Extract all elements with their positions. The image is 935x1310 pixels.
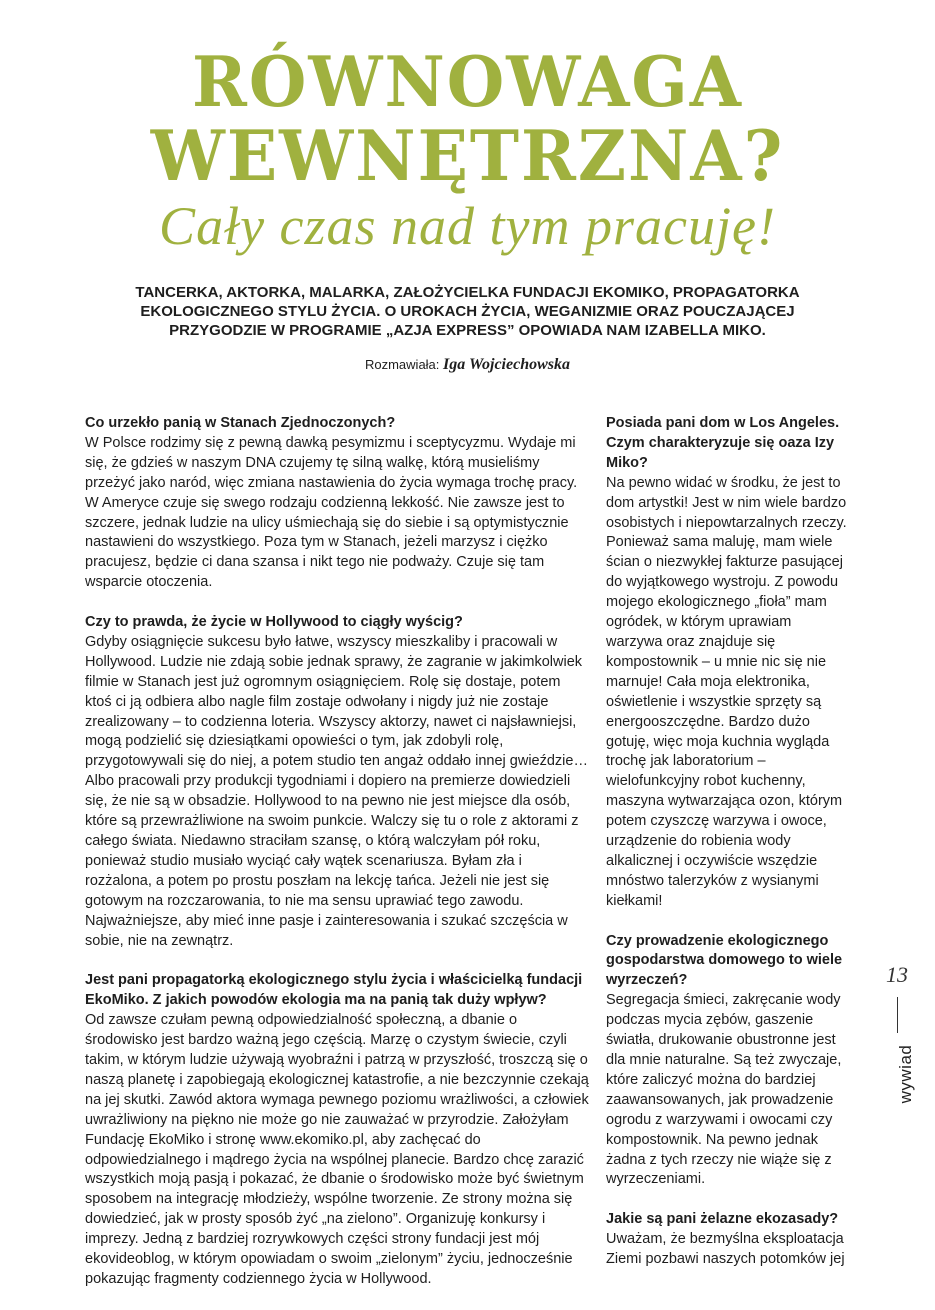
question: Jest pani propagatorką ekologicznego stylu życia i właścicielką fundacji EkoMiko. Z jakich powodów ekologia ma na panią tak duży wpływ? <box>85 972 583 1009</box>
answer: Na pewno widać w środku, że jest to dom artystki! Jest w nim wiele bardzo osobistych i niepowtarzalnych rzeczy. Ponieważ sama maluję, mam wiele ścian o niezwykłej fakturze pasującej do wyjątkowego wystroju. Z powodu mojego ekologicznego „fioła” mam ogródek, w którym uprawiam warzywa oraz znajduje się kompostownik – u mnie nic się nie marnuje! Cała moja elektronika, oświetlenie i wszystkie sprzęty są energooszczędne. Bardzo dużo gotuję, więc moja kuchnia wygląda trochę jak laboratorium – wielofunkcyjny robot kuchenny, maszyna wytwarzająca ozon, którym potem czyszczę warzywa i owoce, urządzenie do robienia wody alkalicznej i oczywiście wszędzie mnóstwo talerzyków z wysianymi kiełkami! <box>606 474 847 909</box>
answer: Uważam, że bezmyślna eksploatacja Ziemi pozbawi naszych potomków jej <box>606 1231 845 1268</box>
section-label <box>894 1044 918 1104</box>
answer: Segregacja śmieci, zakręcanie wody podczas mycia zębów, gaszenie światła, drukowanie obustronne jest dla mnie naturalne. Są też zwyczaje, które zaliczyć można do bardziej zaawansowanych, jak prowadzenie ogrodu z warzywami i owocami czy kompostownik. Na pewno jednak żadna z tych rzeczy nie wiąże się z wyrzeczeniami. <box>606 992 842 1188</box>
answer: Gdyby osiągnięcie sukcesu było łatwe, wszyscy mieszkaliby i pracowali w Hollywood. Ludzie nie zdają sobie jednak sprawy, że zagranie w jakimkolwiek filmie w Stanach jest już ogromnym osiągnięciem. Rolę się dostaje, potem ktoś ci ją odbiera albo nagle film zostaje odwołany i nigdy już nie zostaje zrealizowany – to codzienna loteria. Wszyscy aktorzy, nawet ci najsławniejsi, mogą podzielić się dziesiątkami opowieści o tym, jak zdobyli rolę, przygotowywali się do niej, a potem studio ten angaż oddało innej gwieździe… Albo pracowali przy produkcji tygodniami i dopiero na premierze dowiedzieli się, że nie są w obsadzie. Hollywood to na pewno nie jest miejsce dla osób, które są przewrażliwione na swoim punkcie. Walczy się tu o role z aktorami z całego świata. Niedawno straciłam szansę, o którą walczyłam pół roku, ponieważ studio musiało wyciąć cały wątek scenariusza. Byłam zła i rozżalona, a potem po prostu poszłam na lekcję tańca. Jeżeli nie jest się gotowym na rozczarowania, to nie ma sensu uprawiać tego zawodu. Najważniejsze, aby mieć inne pasje i zainteresowania i szukać szczęścia w sobie, nie na zewnątrz. <box>85 633 588 949</box>
section-label-text: wywiad <box>896 1044 915 1104</box>
question: Czy prowadzenie ekologicznego gospodarstwa domowego to wiele wyrzeczeń? <box>606 932 843 989</box>
page-divider <box>897 997 898 1033</box>
byline-author: Iga Wojciechowska <box>443 356 570 373</box>
title-line-1: RÓWNOWAGA <box>192 41 743 123</box>
left-column <box>85 414 590 1310</box>
question: Co urzekło panią w Stanach Zjednoczonych? <box>85 415 396 431</box>
answer: Od zawsze czułam pewną odpowiedzialność społeczną, a dbanie o środowisko jest bardzo ważną jego częścią. Marzę o czystym świecie, czyli takim, w którym ludzie używają wyobraźni i patrzą w przyszłość, troszczą się o naszą planetę i zapobiegają ekologicznej katastrofie, a nie bezczynnie czekają na jej skutki. Zawód aktora wymaga pewnego poziomu wrażliwości, a człowiek uwrażliwiony na piękno nie może go nie zauważać w przyrodzie. Założyłam Fundację EkoMiko i stronę www.ekomiko.pl, aby zachęcać do odpowiedzialnego i mądrego życia na wspólnej planecie. Bardzo chcę zarazić wszystkich moją pasją i pokazać, że dbanie o środowisko może być świetnym sposobem na integrację młodzieży, wspólne tworzenie. Ze strony można się dowiedzieć, jak w prosty sposób żyć „na zielono”. Organizuję konkursy i imprezy. Jedną z bardziej rozrywkowych części strony fundacji jest mój ekovideoblog, w którym opowiadam o swoim „zielonym” życiu, jednocześnie pokazując fragmenty codziennego życia w Hollywood. <box>85 1012 589 1287</box>
subtitle: Cały czas nad tym pracuję! <box>159 196 776 256</box>
page-number: 13 <box>886 962 908 987</box>
question: Jakie są pani żelazne ekozasady? <box>606 1211 839 1228</box>
right-column <box>606 414 851 1290</box>
question: Czy to prawda, że życie w Hollywood to ciągły wyścig? <box>85 614 463 631</box>
byline-label: Rozmawiała: <box>364 357 440 372</box>
lead-paragraph: TANCERKA, AKTORKA, MALARKA, ZAŁOŻYCIELKA FUNDACJI EKOMIKO, PROPAGATORKA EKOLOGICZNEGO STYLU ŻYCIA. O UROKACH ŻYCIA, WEGANIZMIE ORAZ POUCZAJĄCEJ PRZYGODZIE W PROGRAMIE „AZJA EXPRESS” OPOWIADA NAM IZABELLA MIKO. <box>135 284 800 339</box>
byline <box>0 356 935 374</box>
title-line-2: WEWNĘTRZNA? <box>150 115 785 197</box>
answer: W Polsce rodzimy się z pewną dawką pesymizmu i sceptycyzmu. Wydaje mi się, że gdzieś w naszym DNA czujemy tę silną walkę, którą musieliśmy przeżyć jako naród, więc zmiana nastawienia do życia wymaga trochę pracy. W Ameryce czuje się swego rodzaju codzienną lekkość. Nie zawsze jest to szczere, jednak ludzie na ulicy uśmiechają się do siebie i są optymistycznie nastawieni do wszystkiego. Poza tym w Stanach, jeżeli marzysz i ciężko pracujesz, będzie ci dana szansa i nikt tego nie podważy. Czuje się tam wsparcie otoczenia. <box>85 434 578 591</box>
question: Posiada pani dom w Los Angeles. Czym charakteryzuje się oaza Izy Miko? <box>606 415 840 471</box>
